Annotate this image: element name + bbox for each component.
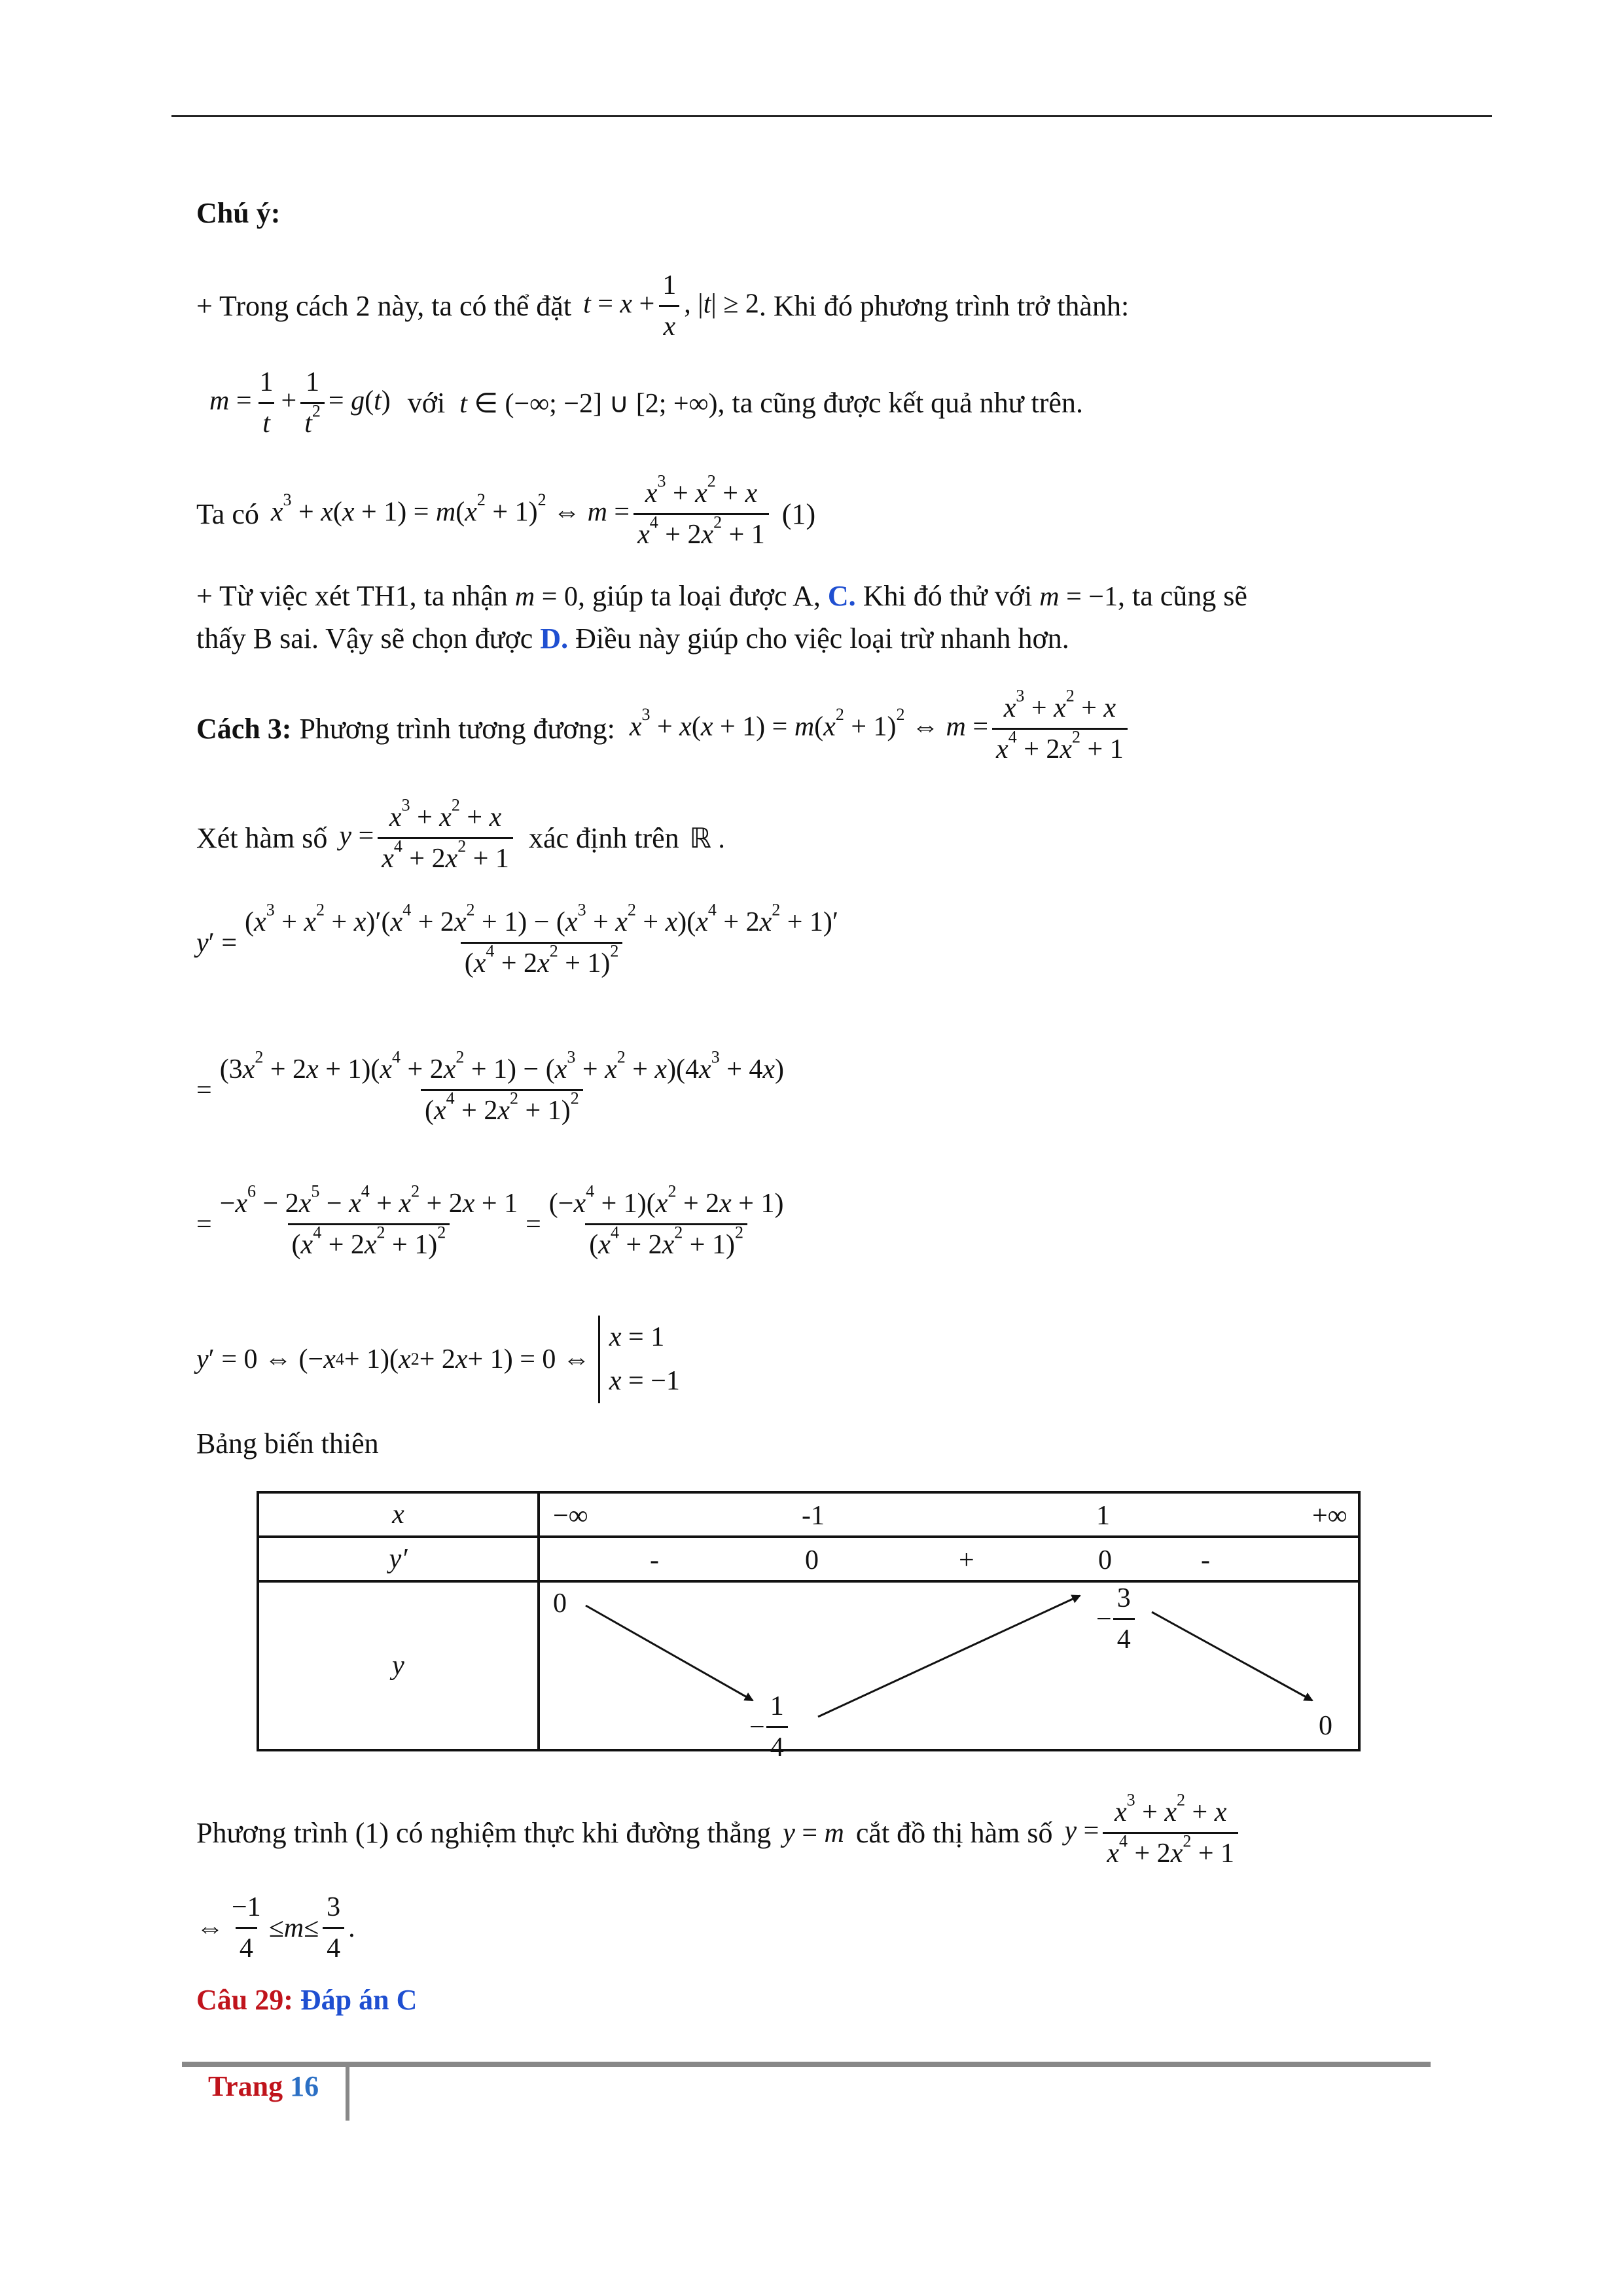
answer-line [196,1983,417,2017]
note-line5-a: thấy B sai. Vậy sẽ chọn được [196,622,533,655]
note-line2-post: , ta cũng được kết quả như trên. [717,387,1083,420]
arrow-increasing [818,1596,1080,1717]
x-one: 1 [1096,1501,1110,1531]
formula-m-zero: m = 0 [514,582,578,612]
option-c-highlight: C. [827,580,856,612]
derivative-zero: y ′ = 0 ⇔ (− x 4 + 1)( x 2 + 2 x + 1) = 0 ⇔ x = 1 x = −1 [196,1316,680,1403]
yprime-sign-1: - [650,1545,659,1575]
x-minus-one: -1 [802,1501,825,1531]
formula-m-minus-one: m = −1 [1039,582,1118,612]
conclusion-mid: cắt đồ thị hàm số [855,1817,1053,1850]
conclusion-pre: Phương trình (1) có nghiệm thực khi đường thẳng [196,1817,772,1850]
function-line [196,795,725,875]
note-line-4 [196,579,1247,613]
footer-page-number: 16 [290,2070,319,2102]
note-line5-c: Điều này giúp cho việc loại trừ nhanh hơn. [575,622,1069,655]
note-line-5 [196,622,1069,655]
note-line4-d: Khi đó thử với [863,580,1033,612]
formula-function-y-2: y = $\frac{x^3 + x^2 + x}{x^4 + 2x^2 + 1}$ [1065,1797,1243,1870]
note-line4-b: , giúp ta loại được A, [577,580,821,612]
equation-label-1: (1) [781,498,816,531]
function-pre: Xét hàm số [196,822,328,855]
conclusion-inequality: ⇔ $\frac{-1}{4}$ ≤ m ≤ $\frac{3}{4}$ . [196,1892,355,1964]
footer-page-label: Trang [208,2070,283,2102]
note-line2-mid: với [407,387,446,420]
x-plus-infinity: +∞ [1312,1501,1347,1531]
note-line1-post: . Khi đó phương trình trở thành: [758,290,1130,323]
note-line-2 [209,367,1083,440]
method3-label: Cách 3: [196,713,292,745]
x-minus-infinity: −∞ [553,1501,588,1531]
method3-line [196,686,1132,766]
yprime-sign-3: - [1201,1545,1210,1575]
formula-function-y: y = $\frac{x^3 + x^2 + x}{x^4 + 2x^2 + 1}$ [339,802,517,875]
variation-table [257,1491,1361,1763]
note-line1-pre: + Trong cách 2 này, ta có thể đặt [196,290,572,323]
footer-page [208,2070,319,2103]
table-row-yprime-label: y′ [389,1544,408,1574]
real-numbers-symbol: ℝ . [689,823,725,854]
note-line4-e: , ta cũng sẽ [1117,580,1247,612]
header-rule [171,115,1492,117]
table-row-x-label: x [392,1499,404,1530]
y-value-min: − $\frac{1}{4}$ [749,1691,792,1764]
derivative-step-2: = $\frac{(3x^2 + 2x + 1)(x^4 + 2x^2 + 1) - (x^3 + x^2 + x)(4x^3 + 4x)}{(x^4 + 2x^2 + 1)^2}$ [196,1047,785,1126]
y-value-end: 0 [1319,1711,1332,1741]
variation-arrows [540,1583,1358,1751]
yprime-zero-1: 0 [805,1545,819,1575]
formula-y-eq-m: y = m [783,1818,844,1848]
question-label: Câu 29: [196,1984,293,2016]
yprime-sign-2: + [959,1545,974,1575]
function-post: xác định trên [528,822,679,855]
note-line4-a: + Từ việc xét TH1, ta nhận [196,580,508,612]
option-d-highlight: D. [540,622,569,655]
derivative-step-1: y ′ = $\frac{(x^3 + x^2 + x)'(x^4 + 2x^2 + 1) - (x^3 + x^2 + x)(x^4 + 2x^2 + 1)'}{(x^4 + 2x^2 + 1)^2}$ [196,900,839,979]
y-value-max: − $\frac{3}{4}$ [1096,1583,1139,1656]
note-line-1 [196,270,1129,343]
footer-divider [346,2062,349,2121]
note-line3-pre: Ta có [196,498,259,531]
formula-m-gt: m = $\frac{1}{t}$ + $\frac{1}{t^2}$ = g(t) [209,367,391,439]
arrow-decreasing-2 [1152,1612,1312,1700]
method3-text: Phương trình tương đương: [299,713,615,745]
footer-rule [182,2062,1431,2067]
conclusion-line-1 [196,1790,1242,1870]
table-row-y-label: y [392,1651,404,1681]
note-line-3 [196,471,816,551]
formula-t-substitution: t = x + $\frac{1}{x}$ , |t| ≥ 2 [583,270,759,342]
derivative-step-3: = $\frac{-x^6 - 2x^5 - x^4 + x^2 + 2x + 1}{(x^4 + 2x^2 + 1)^2}$ = $\frac{(-x^4 + 1)(x^2 + 2x + 1)}{(x^4 + 2x^2 + 1)^2}$ [196,1181,784,1261]
answer-label: Đáp án C [300,1984,418,2016]
y-value-start: 0 [553,1588,567,1619]
arrow-decreasing-1 [586,1605,753,1700]
variation-table-title: Bảng biến thiên [196,1427,379,1460]
formula-equation-method3: $x^3 + x(x + 1) = m(x^2 + 1)^2$ ⇔ m = $\frac{x^3 + x^2 + x}{x^4 + 2x^2 + 1}$ [630,692,1132,766]
note-heading: Chú ý: [196,197,281,229]
yprime-zero-2: 0 [1098,1545,1112,1575]
formula-t-domain: t ∈ (−∞; −2] ∪ [2; +∞) [459,388,718,419]
formula-equation-1: $x^3 + x(x + 1) = m(x^2 + 1)^2$ ⇔ m = $\frac{x^3 + x^2 + x}{x^4 + 2x^2 + 1}$ [271,478,773,551]
